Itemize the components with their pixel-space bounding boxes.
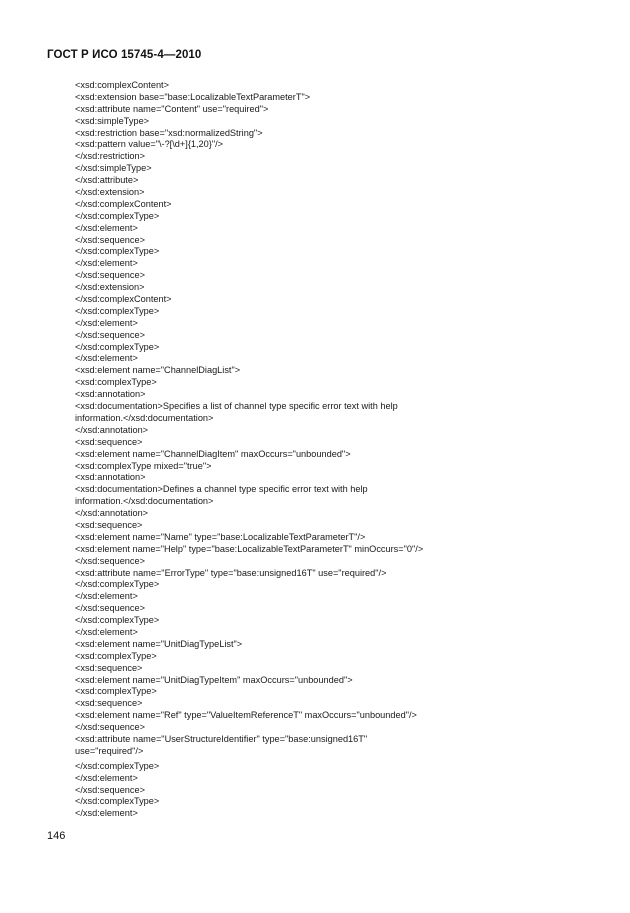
code-line: <xsd:attribute name="ErrorType" type="base:unsigned16T" use="required"/> (75, 567, 387, 578)
code-line: </xsd:complexType> (75, 796, 160, 807)
code-line: information.</xsd:documentation> (75, 496, 214, 507)
code-line: </xsd:complexType> (75, 305, 160, 316)
code-line: </xsd:complexType> (75, 341, 160, 352)
code-line: <xsd:sequence> (75, 436, 143, 447)
code-line: </xsd:complexContent> (75, 198, 172, 209)
code-line: </xsd:sequence> (75, 234, 145, 245)
code-line: </xsd:element> (75, 626, 138, 637)
code-line: <xsd:complexContent> (75, 80, 169, 90)
code-line: </xsd:element> (75, 591, 138, 602)
code-line: </xsd:annotation> (75, 424, 149, 435)
code-line: <xsd:attribute name="Content" use="required"> (75, 103, 269, 114)
code-line: </xsd:sequence> (75, 555, 145, 566)
page-number: 146 (47, 830, 66, 842)
code-line: </xsd:extension> (75, 187, 145, 198)
code-line: </xsd:sequence> (75, 784, 145, 795)
code-line: </xsd:element> (75, 317, 138, 328)
code-line: <xsd:element name="Name" type="base:LocalizableTextParameterT"/> (75, 531, 366, 542)
code-line: </xsd:complexContent> (75, 294, 172, 305)
code-line: <xsd:annotation> (75, 389, 146, 400)
code-line: </xsd:complexType> (75, 210, 160, 221)
code-line: </xsd:extension> (75, 282, 145, 293)
code-line: <xsd:element name="Ref" type="ValueItemReferenceT" maxOccurs="unbounded"/> (75, 710, 417, 721)
code-line: </xsd:sequence> (75, 603, 145, 614)
code-line: use="required"/> (75, 745, 144, 756)
code-line: <xsd:pattern value="\-?[\d+]{1,20}"/> (75, 139, 224, 150)
code-line: </xsd:element> (75, 772, 138, 783)
code-line: <xsd:complexType> (75, 686, 157, 697)
code-line: <xsd:attribute name="UserStructureIdentifier" type="base:unsigned16T" (75, 733, 368, 744)
code-line: </xsd:sequence> (75, 722, 145, 733)
code-line: </xsd:sequence> (75, 270, 145, 281)
code-line: <xsd:complexType> (75, 650, 157, 661)
code-line: </xsd:complexType> (75, 246, 160, 257)
code-line: </xsd:complexType> (75, 579, 160, 590)
code-line: <xsd:complexType mixed="true"> (75, 460, 212, 471)
code-line: </xsd:annotation> (75, 508, 149, 519)
code-line: </xsd:simpleType> (75, 163, 152, 174)
code-line: </xsd:complexType> (75, 615, 160, 626)
code-line: <xsd:sequence> (75, 698, 143, 709)
page-header-title: ГОСТ Р ИСО 15745-4—2010 (47, 49, 202, 61)
code-line: <xsd:documentation>Defines a channel type specific error text with help (75, 484, 368, 495)
code-line: <xsd:restriction base="xsd:normalizedString"> (75, 127, 263, 138)
code-line: <xsd:element name="UnitDiagTypeItem" maxOccurs="unbounded"> (75, 674, 353, 685)
xsd-code-listing (75, 80, 475, 820)
code-line: </xsd:restriction> (75, 151, 145, 162)
code-line: </xsd:element> (75, 353, 138, 364)
code-line: </xsd:element> (75, 258, 138, 269)
code-line: <xsd:documentation>Specifies a list of channel type specific error text with help (75, 401, 398, 412)
code-line: </xsd:complexType> (75, 760, 160, 771)
code-line: <xsd:sequence> (75, 519, 143, 530)
code-line: <xsd:sequence> (75, 662, 143, 673)
code-line: <xsd:annotation> (75, 472, 146, 483)
code-line: <xsd:simpleType> (75, 115, 150, 126)
code-line: <xsd:element name="Help" type="base:LocalizableTextParameterT" minOccurs="0"/> (75, 543, 424, 554)
code-line: </xsd:attribute> (75, 175, 139, 186)
code-line: </xsd:sequence> (75, 329, 145, 340)
code-line: </xsd:element> (75, 808, 138, 819)
code-line: <xsd:element name="ChannelDiagItem" maxOccurs="unbounded"> (75, 448, 351, 459)
code-line: <xsd:complexType> (75, 377, 157, 388)
code-line: </xsd:element> (75, 222, 138, 233)
code-line: <xsd:element name="ChannelDiagList"> (75, 365, 241, 376)
code-line: <xsd:extension base="base:LocalizableTextParameterT"> (75, 91, 311, 102)
code-line: information.</xsd:documentation> (75, 412, 214, 423)
code-line: <xsd:element name="UnitDiagTypeList"> (75, 638, 243, 649)
